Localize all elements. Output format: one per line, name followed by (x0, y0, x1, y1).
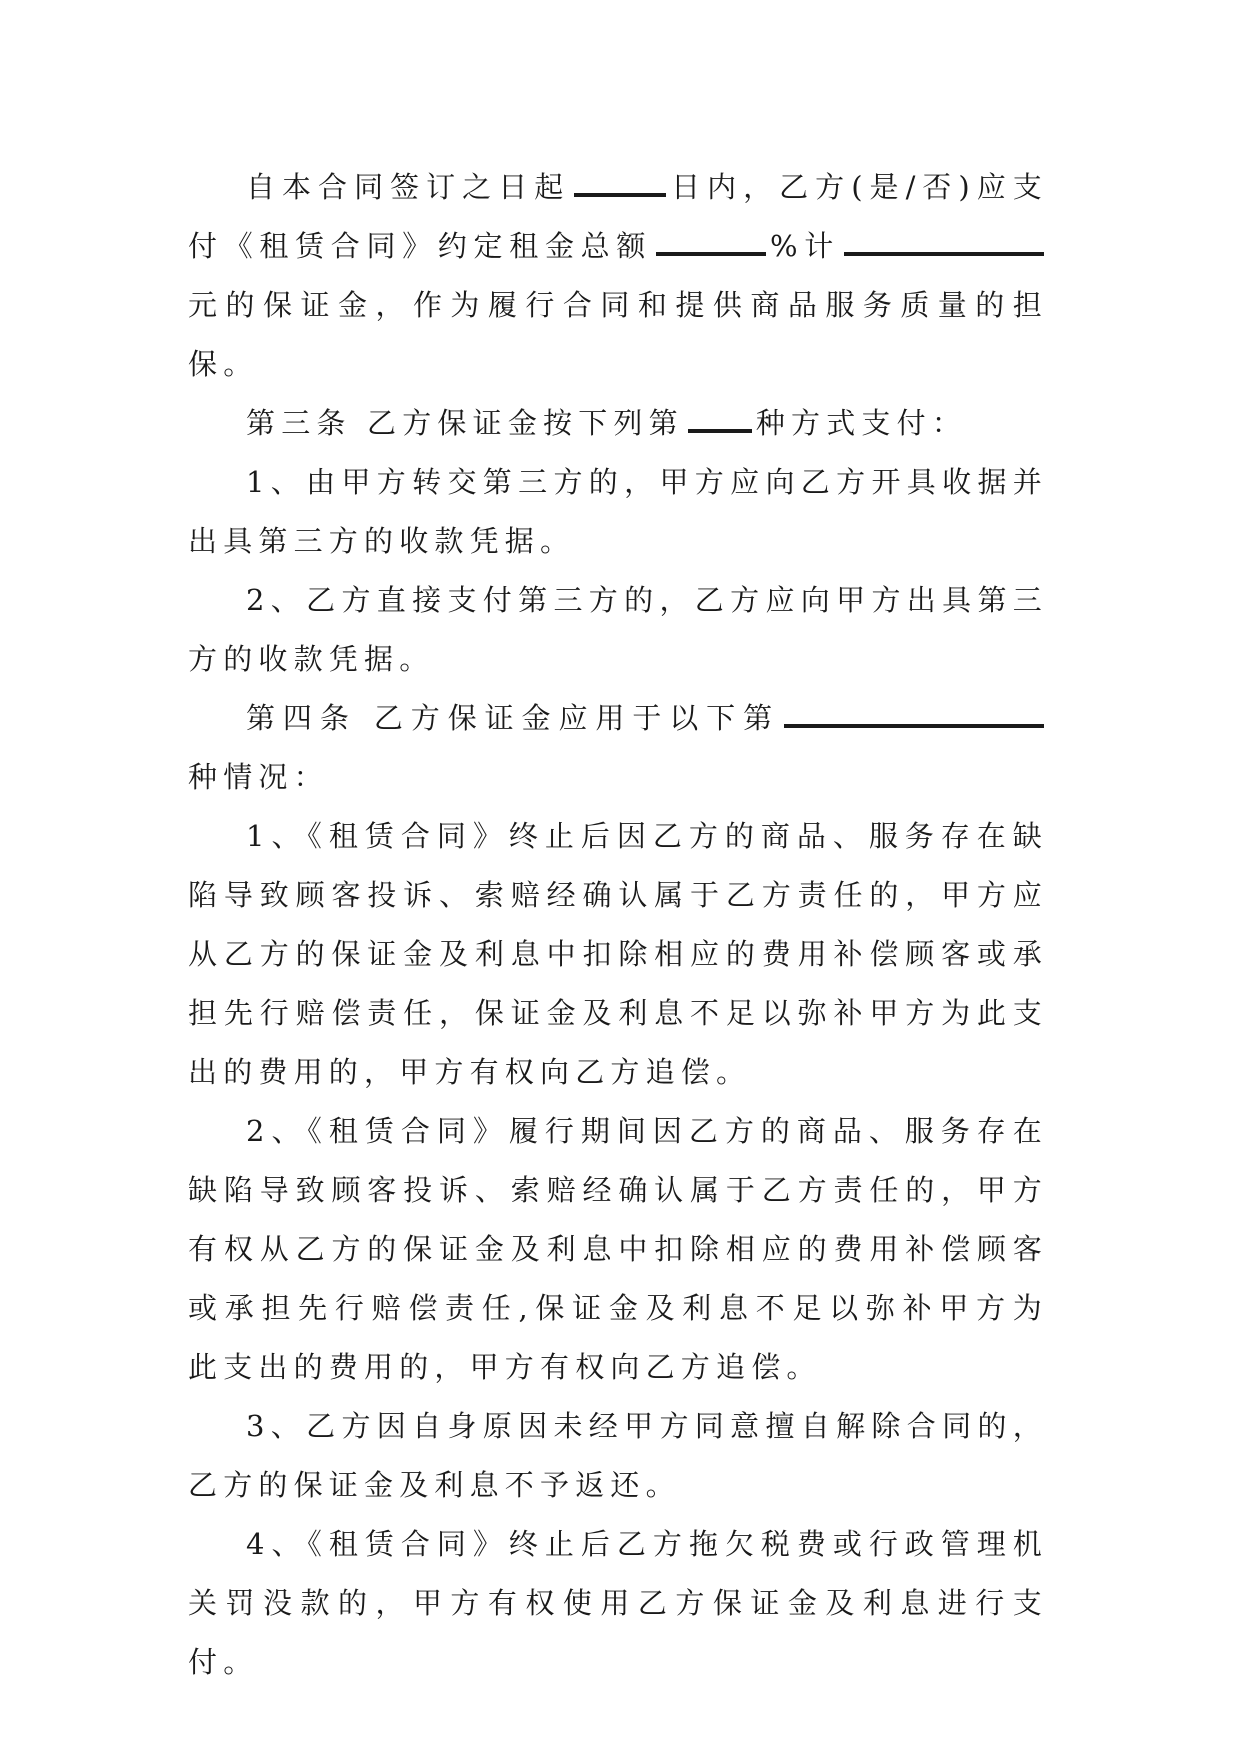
article-4-item-1: 1、《租赁合同》终止后因乙方的商品、服务存在缺陷导致顾客投诉、索赔经确认属于乙方责任的，甲方应从乙方的保证金及利息中扣除相应的费用补偿顾客或承担先行赔偿责任，保证金及利息不足以弥补甲方为此支出的费用的，甲方有权向乙方追偿。 (188, 819, 1048, 1089)
article-4-item-2: 2、《租赁合同》履行期间因乙方的商品、服务存在缺陷导致顾客投诉、索赔经确认属于乙方责任的，甲方有权从乙方的保证金及利息中扣除相应的费用补偿顾客或承担先行赔偿责任,保证金及利息不足以弥补甲方为此支出的费用的，甲方有权向乙方追偿。 (188, 1114, 1048, 1384)
article-4-item-4: 4、《租赁合同》终止后乙方拖欠税费或行政管理机关罚没款的，甲方有权使用乙方保证金及利息进行支付。 (188, 1527, 1048, 1679)
blank-payment-method-field (688, 411, 752, 433)
deposit-text-percent: %计 (770, 229, 840, 263)
article-4-text-start: 第四条 乙方保证金应用于以下第 (246, 701, 780, 735)
article-3-text-start: 第三条 乙方保证金按下列第 (246, 406, 684, 440)
article-3-text-end: 种方式支付： (755, 406, 968, 440)
document-body (188, 158, 1048, 1692)
blank-days-field (574, 175, 666, 197)
article-4-text-end: 种情况： (188, 760, 329, 794)
deposit-text-start: 自本合同签订之日起 (246, 170, 571, 204)
deposit-text-middle: 日内，乙方(是/否)应支付《租赁合同》约定租金总额 (188, 170, 1048, 263)
article-3-item-1: 1、由甲方转交第三方的，甲方应向乙方开具收据并出具第三方的收款凭据。 (188, 465, 1048, 558)
blank-percent-field (656, 234, 766, 256)
article-4 (188, 689, 1048, 807)
article-4-item-3: 3、乙方因自身原因未经甲方同意擅自解除合同的，乙方的保证金及利息不予返还。 (188, 1409, 1048, 1502)
paragraph-deposit-amount (188, 158, 1048, 394)
article-3 (188, 394, 1048, 453)
deposit-text-end: 元的保证金，作为履行合同和提供商品服务质量的担保。 (188, 288, 1048, 381)
blank-amount-field (844, 234, 1044, 256)
article-3-item-2: 2、乙方直接支付第三方的，乙方应向甲方出具第三方的收款凭据。 (188, 583, 1048, 676)
blank-case-field (784, 706, 1044, 728)
